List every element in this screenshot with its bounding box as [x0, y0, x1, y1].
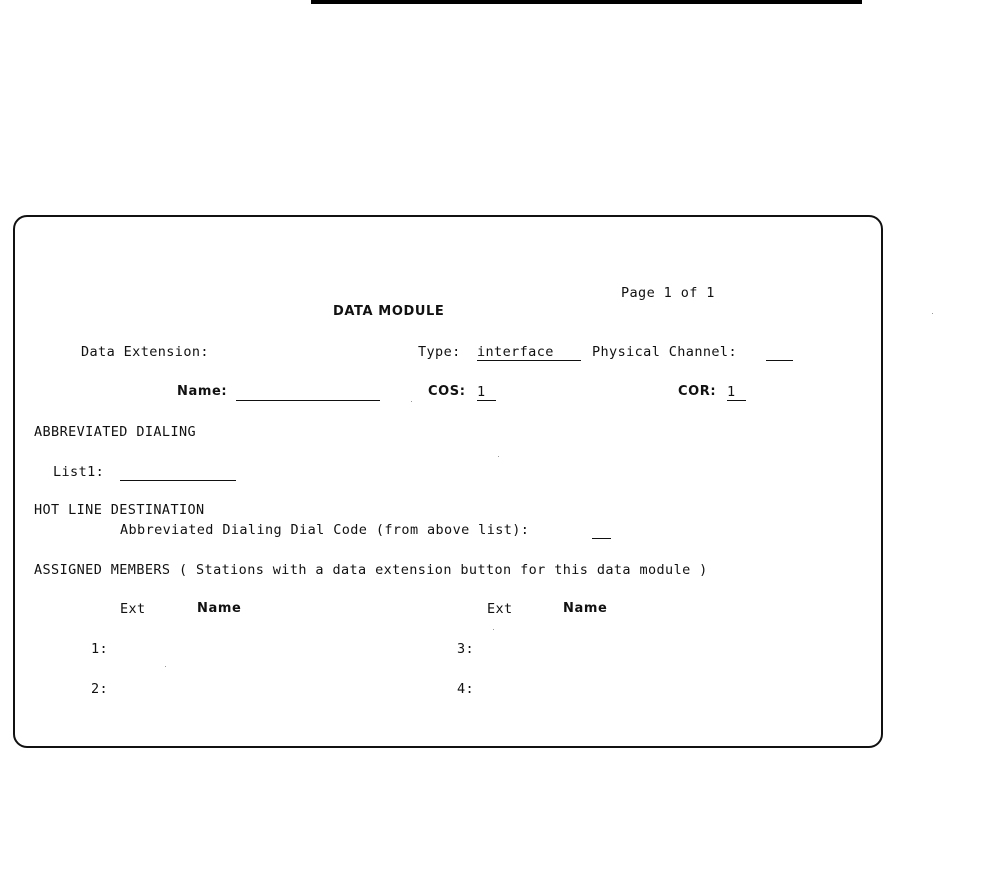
abbreviated-dialing-heading: ABBREVIATED DIALING: [34, 424, 197, 440]
member-row-2-index: 2:: [91, 681, 109, 697]
scan-speck: [498, 456, 499, 457]
data-extension-label: Data Extension:: [81, 344, 209, 360]
type-label: Type:: [418, 344, 461, 360]
assigned-members-heading: ASSIGNED MEMBERS ( Stations with a data extension button for this data module ): [34, 562, 708, 578]
list1-field[interactable]: [120, 464, 236, 481]
scan-speck: [165, 666, 166, 667]
cos-label: COS:: [428, 384, 466, 399]
member-row-1-ext[interactable]: [120, 641, 180, 657]
type-field[interactable]: interface: [477, 344, 581, 361]
form-title: DATA MODULE: [333, 304, 445, 319]
member-row-4-index: 4:: [457, 681, 475, 697]
members-right-ext-header: Ext: [487, 601, 513, 617]
scan-speck: [932, 313, 933, 314]
member-row-4-name[interactable]: [563, 681, 763, 697]
member-row-3-name[interactable]: [563, 641, 763, 657]
members-left-ext-header: Ext: [120, 601, 146, 617]
cor-label: COR:: [678, 384, 717, 399]
physical-channel-label: Physical Channel:: [592, 344, 737, 360]
member-row-2-ext[interactable]: [120, 681, 180, 697]
members-right-name-header: Name: [563, 601, 608, 616]
physical-channel-field[interactable]: [766, 344, 793, 361]
scan-speck: [411, 401, 412, 402]
member-row-3-ext[interactable]: [487, 641, 547, 657]
cos-field[interactable]: 1: [477, 384, 496, 401]
member-row-4-ext[interactable]: [487, 681, 547, 697]
member-row-2-name[interactable]: [197, 681, 397, 697]
member-row-1-index: 1:: [91, 641, 109, 657]
list1-label: List1:: [53, 464, 105, 480]
dial-code-label: Abbreviated Dialing Dial Code (from above list):: [120, 522, 530, 538]
dial-code-field[interactable]: [592, 522, 611, 539]
scan-speck: [493, 629, 494, 630]
member-row-1-name[interactable]: [197, 641, 397, 657]
name-label: Name:: [177, 384, 228, 399]
top-rule: [311, 0, 862, 4]
cor-field[interactable]: 1: [727, 384, 746, 401]
data-module-form-screen: [13, 215, 883, 748]
members-left-name-header: Name: [197, 601, 242, 616]
hot-line-heading: HOT LINE DESTINATION: [34, 502, 205, 518]
name-field[interactable]: [236, 384, 380, 401]
member-row-3-index: 3:: [457, 641, 475, 657]
page-indicator: Page 1 of 1: [621, 285, 715, 301]
